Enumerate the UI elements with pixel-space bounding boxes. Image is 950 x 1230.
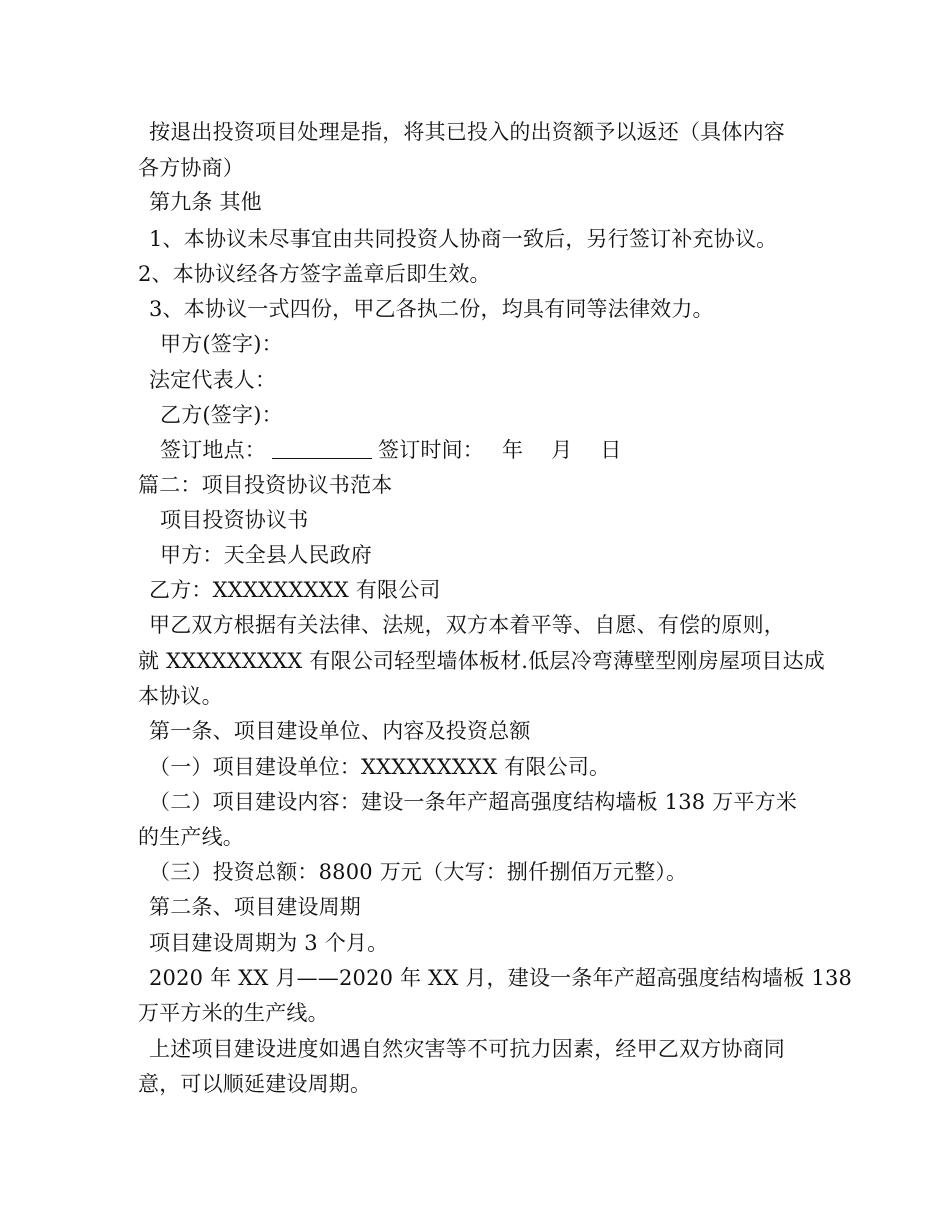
text-line: 3、本协议一式四份，甲乙各执二份，均具有同等法律效力。 bbox=[149, 297, 714, 321]
party-b: 乙方：XXXXXXXXX 有限公司 bbox=[149, 578, 441, 602]
article-heading: 第二条、项目建设周期 bbox=[149, 895, 361, 919]
party-a: 甲方：天全县人民政府 bbox=[160, 543, 372, 567]
text-line: 万平方米的生产线。 bbox=[138, 1001, 329, 1025]
text-line: 2020 年 XX 月——2020 年 XX 月，建设一条年产超高强度结构墙板 138 bbox=[149, 966, 853, 990]
text-line: 的生产线。 bbox=[138, 825, 244, 849]
text-line: 上述项目建设进度如遇自然灾害等不可抗力因素，经甲乙双方协商同 bbox=[149, 1037, 785, 1061]
section-heading: 第九条 其他 bbox=[149, 190, 262, 214]
text-line: 意，可以顺延建设周期。 bbox=[138, 1072, 372, 1096]
text-line: 按退出投资项目处理是指，将其已投入的出资额予以返还（具体内容 bbox=[149, 120, 785, 144]
chapter-heading: 篇二：项目投资协议书范本 bbox=[138, 473, 393, 497]
signature-party-a: 甲方(签字)： bbox=[160, 332, 283, 356]
document-title: 项目投资协议书 bbox=[160, 508, 309, 532]
text-line: （二）项目建设内容：建设一条年产超高强度结构墙板 138 万平方米 bbox=[149, 790, 798, 814]
text-line: 1、本协议未尽事宜由共同投资人协商一致后，另行签订补充协议。 bbox=[149, 227, 778, 251]
text-line: 各方协商） bbox=[138, 156, 244, 180]
text-line: 2、本协议经各方签字盖章后即生效。 bbox=[138, 262, 491, 286]
signing-info bbox=[160, 435, 622, 465]
month-label: 月 bbox=[551, 438, 573, 462]
text-line: 甲乙双方根据有关法律、法规，双方本着平等、自愿、有偿的原则， bbox=[149, 613, 785, 637]
article-heading: 第一条、项目建设单位、内容及投资总额 bbox=[149, 719, 531, 743]
signature-party-b: 乙方(签字)： bbox=[160, 403, 283, 427]
signing-time-label: 签订时间： bbox=[378, 438, 484, 462]
text-line: 项目建设周期为 3 个月。 bbox=[149, 931, 389, 955]
day-label: 日 bbox=[600, 438, 622, 462]
text-line: 就 XXXXXXXXX 有限公司轻型墙体板材.低层冷弯薄壁型刚房屋项目达成 bbox=[138, 649, 825, 673]
year-label: 年 bbox=[502, 438, 524, 462]
text-line: （一）项目建设单位：XXXXXXXXX 有限公司。 bbox=[149, 755, 611, 779]
signing-place-blank bbox=[272, 438, 372, 459]
text-line: 本协议。 bbox=[138, 684, 223, 708]
signing-place-label: 签订地点： bbox=[160, 438, 266, 462]
legal-representative: 法定代表人： bbox=[149, 368, 277, 392]
text-line: （三）投资总额：8800 万元（大写：捌仟捌佰万元整）。 bbox=[149, 860, 688, 884]
